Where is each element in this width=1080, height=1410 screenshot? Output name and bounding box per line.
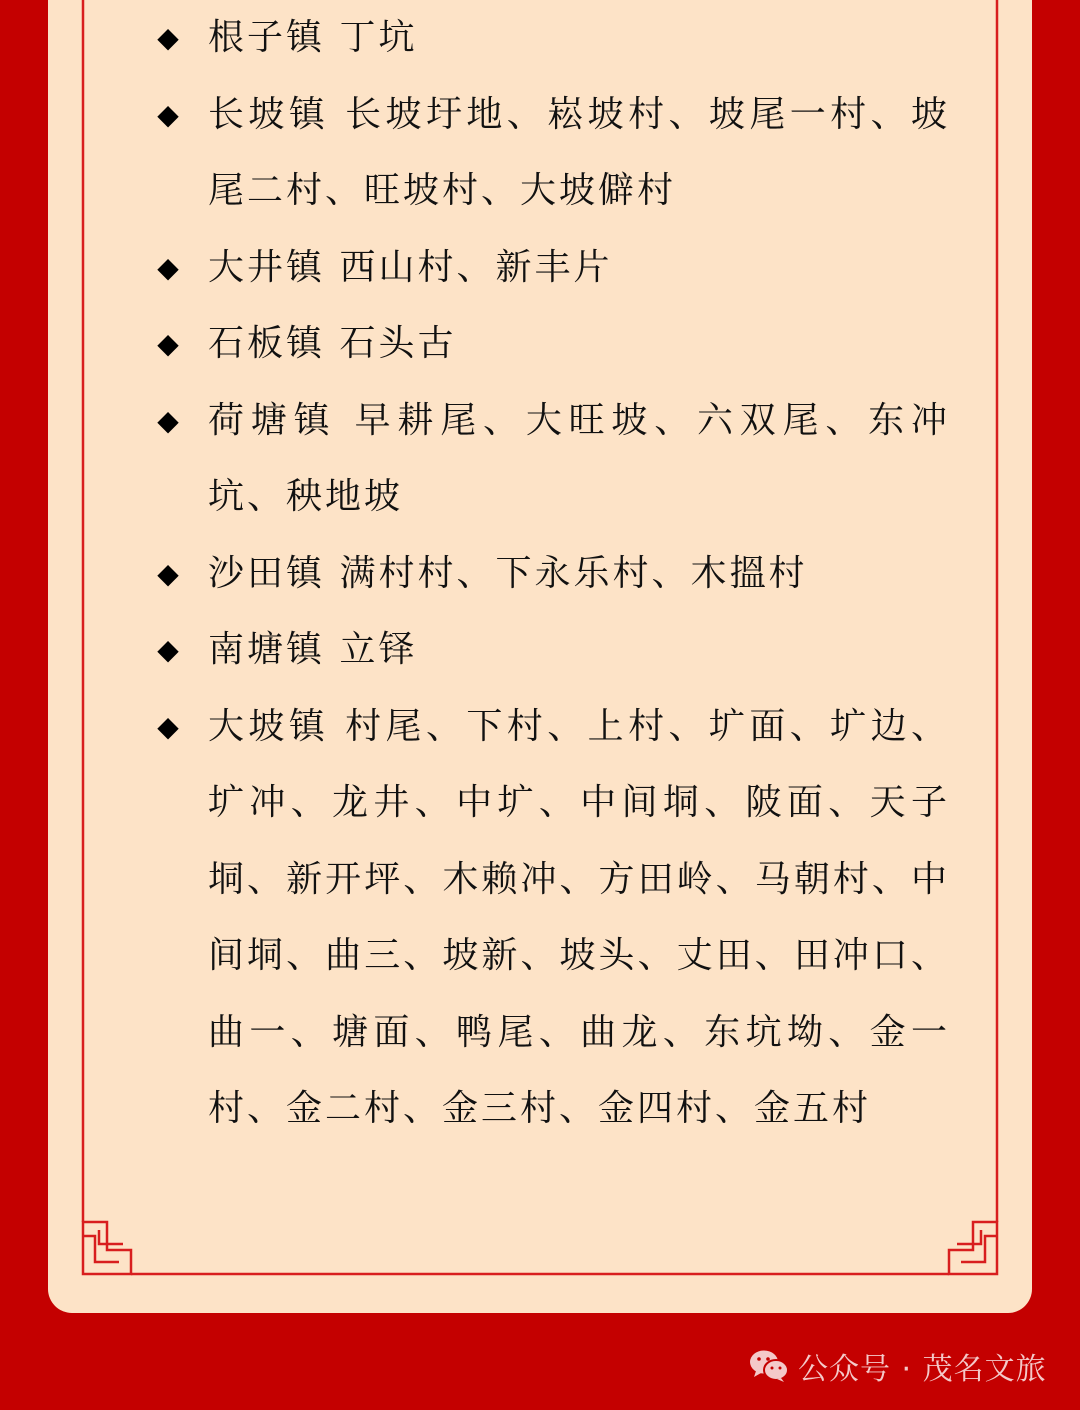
watermark-text: 公众号 · 茂名文旅 <box>798 1352 1047 1387</box>
town-name: 大井镇 <box>208 246 326 288</box>
diamond-bullet-icon: ◆ <box>157 250 179 284</box>
diamond-bullet-icon: ◆ <box>157 709 179 743</box>
town-village-list <box>150 0 950 1148</box>
list-item <box>150 536 950 613</box>
list-item <box>150 383 950 536</box>
village-names: 丁坑 <box>339 17 418 58</box>
town-name: 南塘镇 <box>208 629 326 670</box>
town-name: 根子镇 <box>208 17 326 58</box>
village-names: 长坡圩地、崧坡村、坡尾一村、坡尾二村、旺坡村、大坡僻村 <box>208 93 950 211</box>
town-name: 荷塘镇 <box>208 399 337 441</box>
list-item <box>150 689 950 1148</box>
wechat-icon <box>748 1348 790 1384</box>
diamond-bullet-icon: ◆ <box>157 21 179 54</box>
village-names: 满村村、下永乐村、木搵村 <box>339 552 808 594</box>
village-names: 西山村、新丰片 <box>339 246 613 288</box>
town-name: 石板镇 <box>208 323 326 364</box>
diamond-bullet-icon: ◆ <box>157 97 179 131</box>
village-names: 村尾、下村、上村、圹面、圹边、圹冲、龙井、中圹、中间垌、陂面、天子垌、新开坪、木赖冲、方田岭、马朝村、中间垌、曲三、坡新、坡头、丈田、田冲口、曲一、塘面、鸭尾、曲龙、东坑坳、金一村、金二村、金三村、金四村、金五村 <box>208 705 950 1129</box>
diamond-bullet-icon: ◆ <box>157 633 179 666</box>
diamond-bullet-icon: ◆ <box>157 556 179 590</box>
town-name: 长坡镇 <box>208 93 330 135</box>
list-item <box>150 612 950 689</box>
town-name: 沙田镇 <box>208 552 326 594</box>
list-item <box>150 230 950 307</box>
list-item <box>150 306 950 383</box>
village-names: 早耕尾、大旺坡、六双尾、东冲坑、秧地坡 <box>208 399 950 517</box>
town-name: 大坡镇 <box>208 705 330 747</box>
list-item <box>150 0 950 77</box>
village-names: 立铎 <box>339 629 418 670</box>
village-names: 石头古 <box>339 323 457 364</box>
list-item <box>150 77 950 230</box>
source-watermark <box>748 1342 1047 1390</box>
diamond-bullet-icon: ◆ <box>157 327 179 360</box>
diamond-bullet-icon: ◆ <box>157 403 179 437</box>
